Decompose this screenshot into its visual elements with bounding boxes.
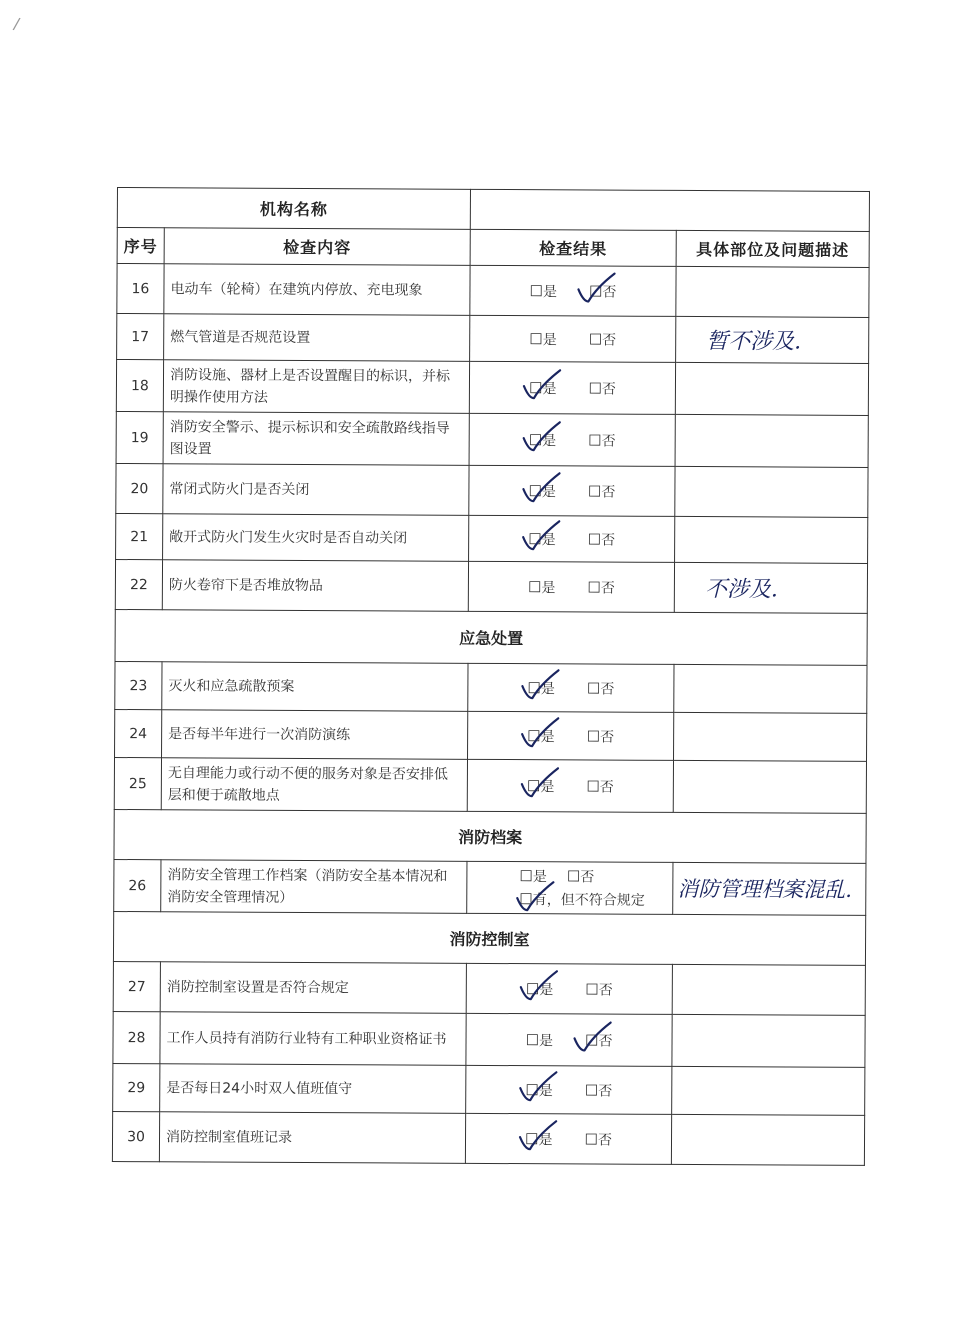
- handwritten-note: 暂不涉及.: [706, 329, 802, 355]
- option-no[interactable]: ☐ 否: [587, 577, 615, 597]
- option-yes[interactable]: ☐ 是: [528, 529, 556, 549]
- check-result: [468, 711, 674, 760]
- table-row: [114, 757, 866, 813]
- row-number: 27: [113, 961, 160, 1011]
- option-no[interactable]: ☐ 否: [588, 378, 616, 398]
- check-item: 常闭式防火门是否关闭: [163, 464, 469, 516]
- option-yes[interactable]: ☐ 是: [529, 430, 557, 450]
- option-no[interactable]: ☐ 否: [585, 1030, 613, 1050]
- check-item: 消防安全警示、提示标识和安全疏散路线指导图设置: [163, 412, 469, 466]
- check-item: 无自理能力或行动不便的服务对象是否安排低层和便于疏散地点: [161, 758, 467, 812]
- table-row: [113, 961, 865, 1015]
- row-number: 30: [112, 1111, 159, 1161]
- option-yes[interactable]: ☐ 是: [528, 577, 556, 597]
- problem-description: [672, 1014, 865, 1067]
- option-yes-noncompliant[interactable]: ☐ 有，但不符合规定: [519, 888, 645, 912]
- check-item: 电动车（轮椅）在建筑内停放、充电现象: [164, 264, 470, 316]
- check-result: [466, 1065, 672, 1114]
- row-number: 19: [116, 411, 163, 463]
- check-result: [467, 759, 673, 812]
- fire-inspection-table: [112, 187, 870, 1166]
- option-yes[interactable]: ☐ 是: [529, 378, 557, 398]
- table-row: [113, 1011, 865, 1067]
- section-title-archive: 消防档案: [114, 809, 866, 863]
- check-item: 燃气管道是否规范设置: [164, 314, 470, 362]
- col-header-desc: 具体部位及问题描述: [676, 230, 869, 267]
- row-number: 28: [113, 1011, 160, 1063]
- table-row: [113, 1063, 865, 1115]
- option-yes[interactable]: ☐ 是: [526, 1030, 554, 1050]
- option-no[interactable]: ☐ 否: [587, 726, 615, 746]
- problem-description: [675, 516, 868, 563]
- problem-description: [673, 862, 866, 915]
- col-header-no: 序号: [117, 228, 164, 264]
- option-no[interactable]: ☐ 否: [588, 430, 616, 450]
- row-number: 18: [116, 360, 163, 412]
- org-name-value[interactable]: [470, 189, 869, 231]
- check-result: [470, 315, 676, 362]
- problem-description: [675, 362, 868, 415]
- table-row: [115, 559, 867, 613]
- check-result: [469, 413, 675, 466]
- option-no[interactable]: ☐ 否: [586, 776, 614, 796]
- check-result: [468, 561, 674, 612]
- check-item: 消防安全管理工作档案（消防安全基本情况和消防安全管理情况）: [161, 860, 467, 914]
- check-item: 敞开式防火门发生火灾时是否自动关闭: [163, 514, 469, 562]
- check-result: [469, 361, 675, 414]
- option-yes[interactable]: ☐ 是: [527, 678, 555, 698]
- org-row: [117, 188, 869, 232]
- table-row: [112, 1111, 864, 1165]
- problem-description: [672, 1066, 865, 1115]
- row-number: 29: [113, 1063, 160, 1111]
- option-yes[interactable]: ☐ 是: [526, 979, 554, 999]
- option-no[interactable]: ☐ 否: [588, 481, 616, 501]
- row-number: 17: [117, 314, 164, 360]
- problem-description: [674, 664, 867, 713]
- option-no[interactable]: ☐ 否: [587, 678, 615, 698]
- check-result: [465, 1113, 671, 1164]
- option-yes[interactable]: ☐ 是: [527, 776, 555, 796]
- handwritten-note: 消防管理档案混乱.: [677, 876, 853, 902]
- section-title-emergency: 应急处置: [115, 609, 867, 665]
- table-row: [117, 264, 869, 318]
- option-no[interactable]: ☐ 否: [589, 281, 617, 301]
- section-control-row: [113, 911, 865, 965]
- row-number: 26: [114, 859, 161, 911]
- option-no[interactable]: ☐ 否: [589, 329, 617, 349]
- row-number: 21: [116, 513, 163, 559]
- option-yes[interactable]: ☐ 是: [529, 329, 557, 349]
- row-number: 16: [117, 264, 164, 314]
- check-result: [466, 963, 672, 1014]
- problem-description: [672, 964, 865, 1015]
- problem-description: [676, 266, 869, 317]
- table-row: [114, 859, 866, 915]
- check-result: [469, 465, 675, 516]
- scan-speck: /: [12, 13, 22, 34]
- col-header-content: 检查内容: [164, 228, 470, 266]
- problem-description: [674, 712, 867, 761]
- table-row: [116, 360, 868, 416]
- option-no[interactable]: ☐ 否: [585, 979, 613, 999]
- check-result: [469, 515, 675, 562]
- row-number: 20: [116, 463, 163, 513]
- section-title-control-room: 消防控制室: [113, 911, 865, 965]
- org-name-label: 机构名称: [117, 188, 470, 230]
- option-no[interactable]: ☐ 否: [567, 865, 595, 888]
- col-header-result: 检查结果: [470, 229, 676, 266]
- row-number: 24: [115, 709, 162, 757]
- table-row: [116, 463, 868, 517]
- section-archive-row: [114, 809, 866, 863]
- check-item: 消防控制室值班记录: [159, 1112, 465, 1164]
- check-item: 消防设施、器材上是否设置醒目的标识，并标明操作使用方法: [163, 360, 469, 414]
- check-result: [466, 1013, 672, 1066]
- problem-description: [675, 414, 868, 467]
- check-item: 是否每半年进行一次消防演练: [162, 710, 468, 760]
- option-no[interactable]: ☐ 否: [585, 1080, 613, 1100]
- problem-description: [671, 1114, 864, 1165]
- problem-description: [675, 466, 868, 517]
- option-yes[interactable]: ☐ 是: [529, 281, 557, 301]
- section-emergency-row: [115, 609, 867, 665]
- option-yes[interactable]: ☐ 是: [525, 1129, 553, 1149]
- option-yes[interactable]: ☐ 是: [525, 1080, 553, 1100]
- row-number: 23: [115, 661, 162, 709]
- option-no[interactable]: ☐ 否: [588, 529, 616, 549]
- problem-description: [674, 562, 867, 613]
- option-yes[interactable]: ☐ 是: [519, 865, 547, 888]
- handwritten-note: 不涉及.: [704, 577, 778, 603]
- table-row: [117, 314, 869, 364]
- check-item: 灭火和应急疏散预案: [162, 662, 468, 712]
- check-result: [470, 265, 676, 316]
- table-row: [115, 661, 867, 713]
- problem-description: [676, 316, 869, 363]
- row-number: 22: [115, 559, 162, 609]
- check-item: 工作人员持有消防行业特有工种职业资格证书: [160, 1012, 466, 1066]
- option-yes[interactable]: ☐ 是: [528, 481, 556, 501]
- row-number: 25: [114, 757, 161, 809]
- option-yes[interactable]: ☐ 是: [527, 726, 555, 746]
- column-header-row: [117, 228, 869, 268]
- check-item: 消防控制室设置是否符合规定: [160, 962, 466, 1014]
- check-result: [468, 663, 674, 712]
- table-row: [116, 513, 868, 563]
- table-row: [116, 411, 868, 467]
- check-item: 是否每日24小时双人值班值守: [160, 1064, 466, 1114]
- check-result: [467, 861, 673, 914]
- problem-description: [673, 760, 866, 813]
- option-no[interactable]: ☐ 否: [584, 1129, 612, 1149]
- table-row: [115, 709, 867, 761]
- check-item: 防火卷帘下是否堆放物品: [162, 560, 468, 612]
